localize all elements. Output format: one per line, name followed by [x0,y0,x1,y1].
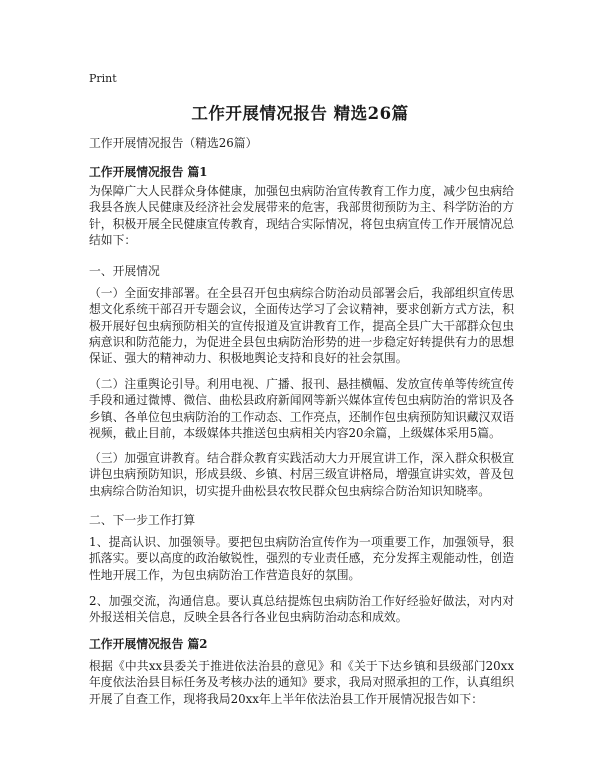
part2-item-2: 2、加强交流，沟通信息。要认真总结提炼包虫病防治工作好经验好做法，对内对外报送相关信息，反映全县各行各业包虫病防治动态和成效。 [89,594,514,625]
part1-item-2: （二）注重舆论引导。利用电视、广播、报刊、悬挂横幅、发放宣传单等传统宣传手段和通过微博、微信、曲松县政府新闻网等新兴媒体宣传包虫病防治的常识及各乡镇、各单位包虫病防治的工作动态、工作亮点，还制作包虫病预防知识藏汉双语视频，截止目前，本级媒体共推送包虫病相关内容20余篇，上级媒体采用5篇。 [89,377,514,440]
part1-heading: 一、开展情况 [89,264,160,278]
section2-intro: 根据《中共xx县委关于推进依法治县的意见》和《关于下达乡镇和县级部门20xx年度依法治县目标任务及考核办法的通知》要求，我局对照承担的工作，认真组织开展了自查工作，现将我局20xx年上半年依法治县工作开展情况报告如下： [89,659,514,706]
section-heading-2: 工作开展情况报告 篇2 [89,637,208,651]
part2-item-1: 1、提高认识、加强领导。要把包虫病防治宣传作为一项重要工作，加强领导，狠抓落实。要以高度的政治敏锐性，强烈的专业责任感，充分发挥主观能动性，创造性地开展工作，为包虫病防治工作营造良好的氛围。 [89,535,514,582]
part1-item-3: （三）加强宣讲教育。结合群众教育实践活动大力开展宣讲工作，深入群众积极宣讲包虫病预防知识，形成县级、乡镇、村居三级宣讲格局，增强宣讲实效，普及包虫病综合防治知识，切实提升曲松县农牧民群众包虫病综合防治知识知晓率。 [89,451,514,498]
part1-item-1: （一）全面安排部署。在全县召开包虫病综合防治动员部署会后，我部组织宣传思想文化系统干部召开专题会议，全面传达学习了会议精神，要求创新方式方法，积极开展好包虫病预防相关的宣传报道及宣讲教育工作，提高全县广大干部群众包虫病意识和防范能力，为促进全县包虫病防治形势的进一步稳定好转提供有力的思想保证、强大的精神动力、积极地舆论支持和良好的社会氛围。 [89,286,514,366]
section1-intro: 为保障广大人民群众身体健康，加强包虫病防治宣传教育工作力度，减少包虫病给我县各族人民健康及经济社会发展带来的危害，我部贯彻预防为主、科学防治的方针，积极开展全民健康宣传教育，现结合实际情况，将包虫病宣传工作开展情况总结如下： [89,184,514,247]
print-label: Print [89,72,117,85]
document-title: 工作开展情况报告 精选26篇 [191,104,409,123]
part2-heading: 二、下一步工作打算 [89,513,196,527]
document-subtitle: 工作开展情况报告（精选26篇） [89,136,258,150]
section-heading-1: 工作开展情况报告 篇1 [89,165,208,179]
